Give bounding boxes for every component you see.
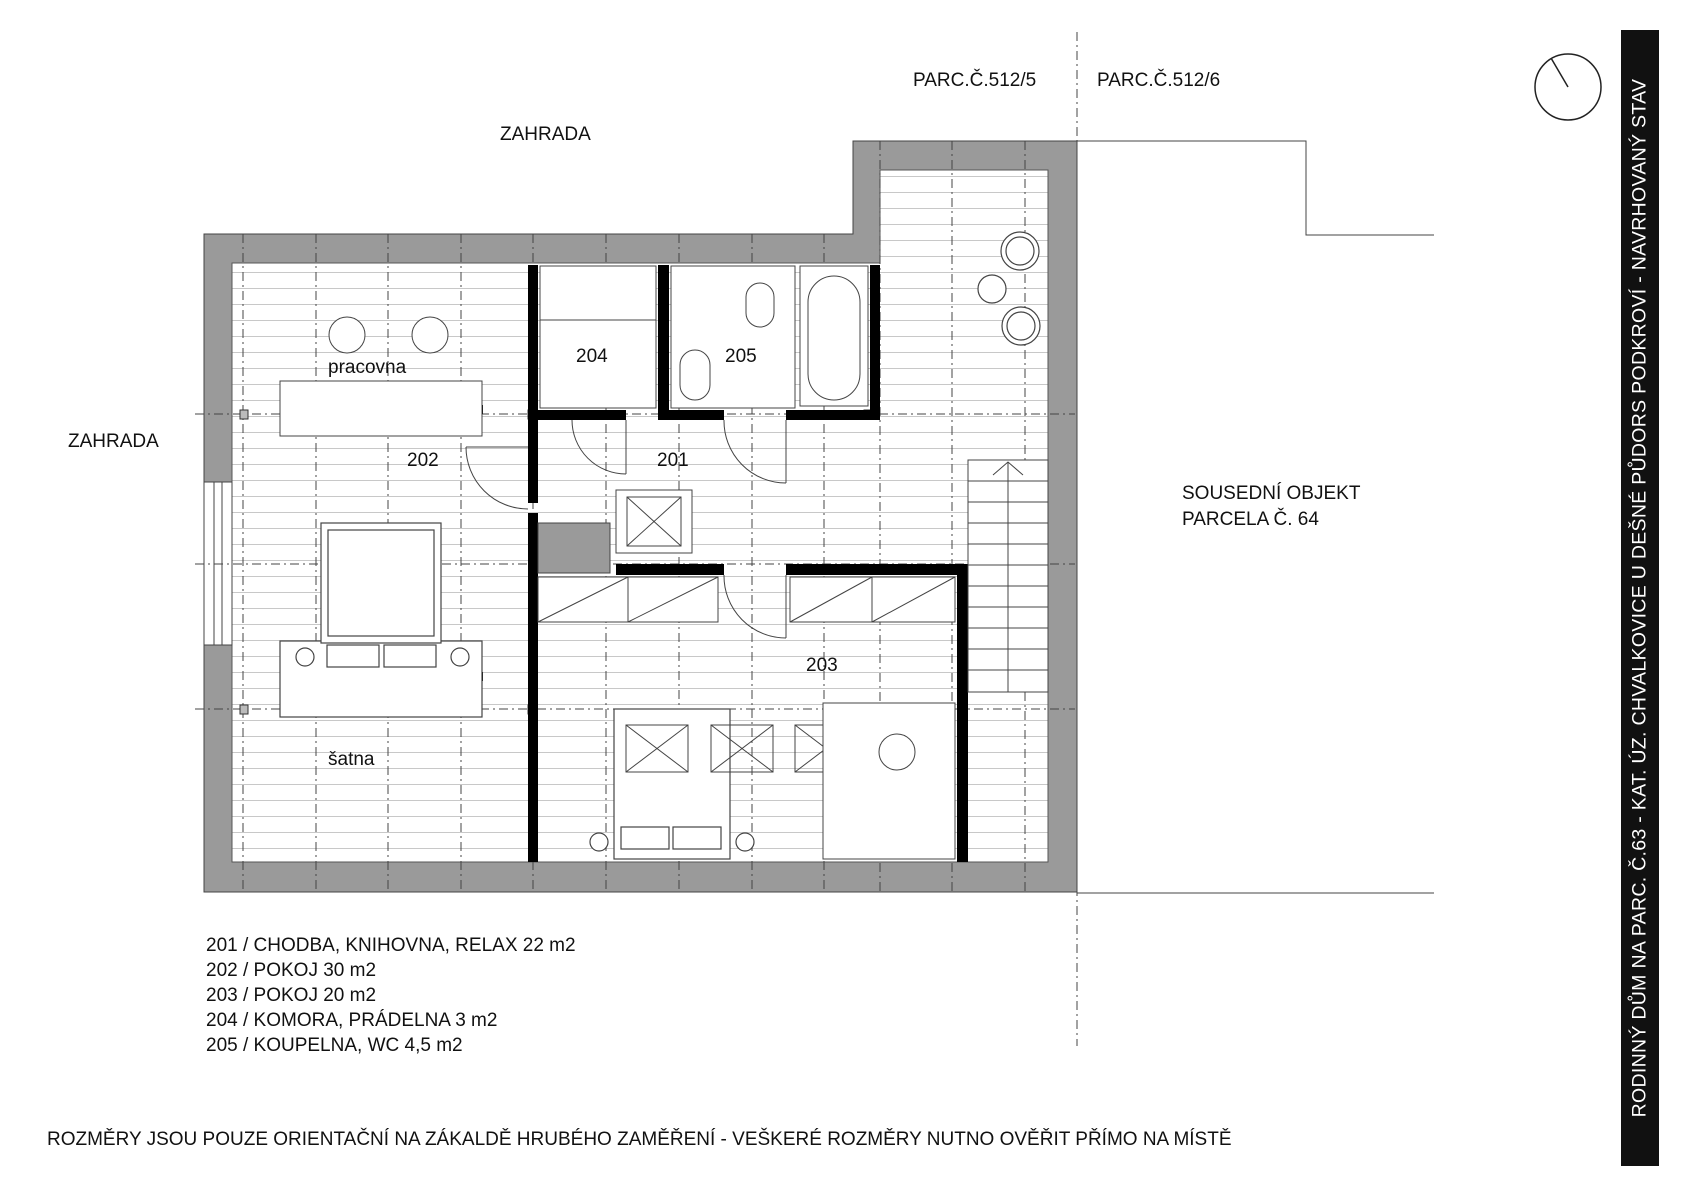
furniture-203-right: [823, 703, 955, 859]
room-204-shelves: [540, 266, 656, 408]
room-label-204: 204: [576, 346, 608, 367]
garden-label-top: ZAHRADA: [500, 124, 591, 145]
legend-item: 202 / POKOJ 30 m2: [206, 960, 377, 981]
legend-item: 201 / CHODBA, KNIHOVNA, RELAX 22 m2: [206, 935, 576, 956]
neighbor-label-line1: SOUSEDNÍ OBJEKT: [1182, 483, 1361, 504]
room-label-satna: šatna: [328, 749, 375, 770]
parcel-label-right: PARC.Č.512/6: [1097, 70, 1221, 91]
room-205-fixtures: [671, 266, 868, 408]
room-label-201: 201: [657, 450, 689, 471]
room-label-205: 205: [725, 346, 757, 367]
legend-item: 205 / KOUPELNA, WC 4,5 m2: [206, 1035, 463, 1056]
neighbor-label-line2: PARCELA Č. 64: [1182, 509, 1319, 530]
legend-item: 203 / POKOJ 20 m2: [206, 985, 377, 1006]
garden-label-left: ZAHRADA: [68, 431, 159, 452]
title-block: [1621, 30, 1659, 1166]
skylight-201: [616, 490, 692, 553]
legend-item: 204 / KOMORA, PRÁDELNA 3 m2: [206, 1010, 498, 1031]
room-label-pracovna: pracovna: [328, 357, 407, 378]
north-arrow-icon: [1535, 54, 1601, 120]
title-block-text: RODINNÝ DŮM NA PARC. Č.63 - KAT. ÚZ. CHVALKOVICE U DEŠNÉ PŮDORS PODKROVÍ - NAVRHOVANÝ STAV: [1628, 78, 1651, 1118]
parcel-label-left: PARC.Č.512/5: [913, 70, 1037, 91]
dimension-disclaimer: ROZMĚRY JSOU POUZE ORIENTAČNÍ NA ZÁKALDĚ HRUBÉHO ZAMĚŘENÍ - VEŠKERÉ ROZMĚRY NUTNO OVĚŘIT PŘÍMO NA MÍSTĚ: [47, 1129, 1232, 1150]
room-label-202: 202: [407, 450, 439, 471]
staircase: [968, 460, 1048, 692]
room-legend: [206, 933, 576, 1058]
bed-203: [590, 709, 754, 859]
chimney: [538, 523, 610, 573]
room-label-203: 203: [806, 655, 838, 676]
